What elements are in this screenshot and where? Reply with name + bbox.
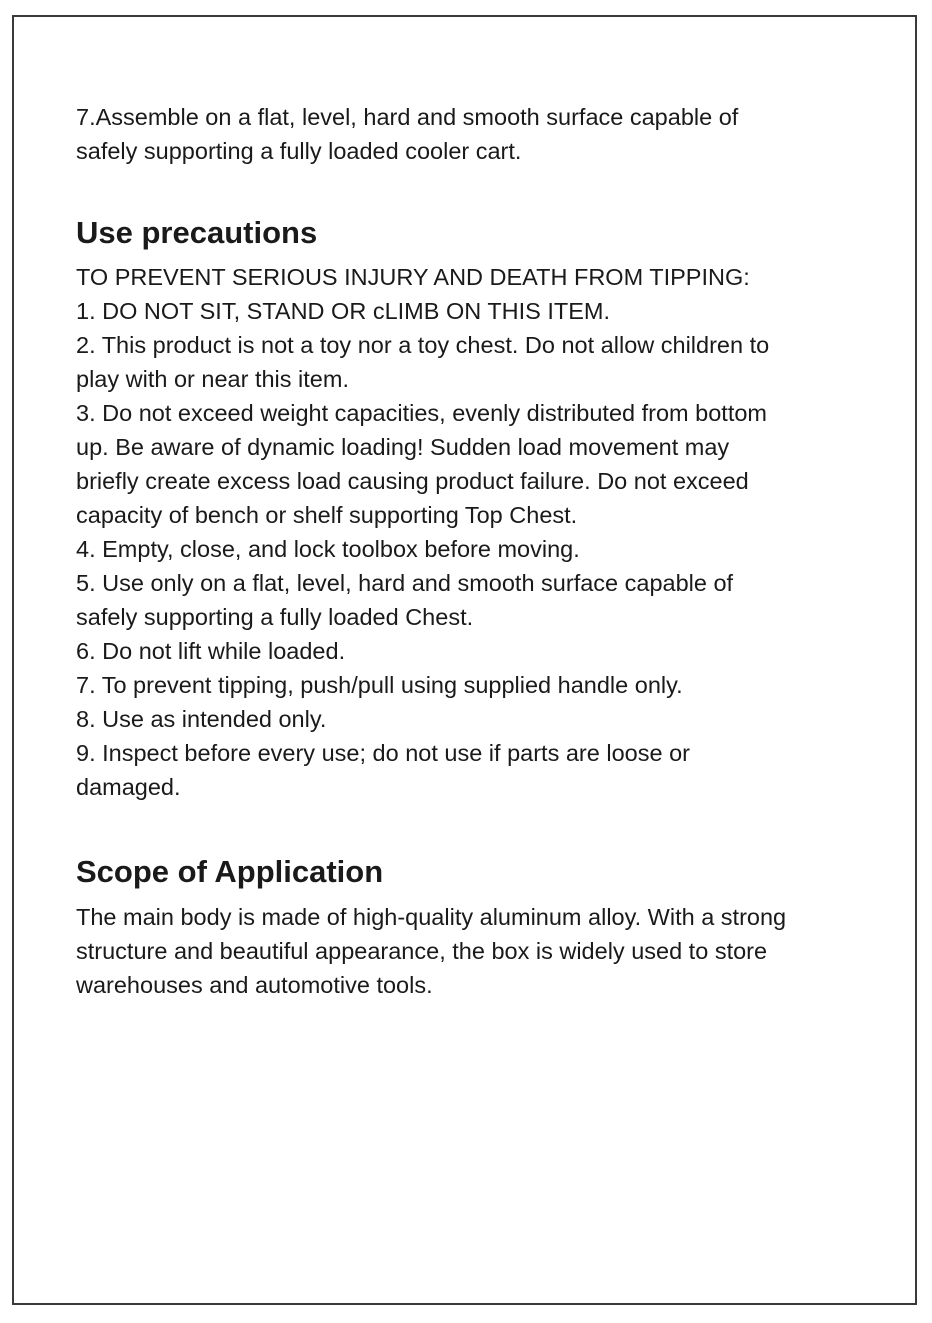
scope-line: The main body is made of high-quality aluminum alloy. With a strong [76, 904, 787, 930]
precaution-line: 8. Use as intended only. [76, 706, 327, 732]
precaution-line: up. Be aware of dynamic loading! Sudden load movement may [76, 434, 730, 460]
precaution-line: 6. Do not lift while loaded. [76, 638, 346, 664]
precaution-line: 7. To prevent tipping, push/pull using supplied handle only. [76, 672, 683, 698]
scope-paragraph [76, 900, 876, 1002]
precaution-line: briefly create excess load causing product failure. Do not exceed [76, 468, 749, 494]
intro-section [76, 100, 876, 168]
precaution-line: play with or near this item. [76, 366, 349, 392]
precaution-line: 4. Empty, close, and lock toolbox before moving. [76, 536, 580, 562]
precaution-line: 2. This product is not a toy nor a toy chest. Do not allow children to [76, 332, 770, 358]
precaution-line: TO PREVENT SERIOUS INJURY AND DEATH FROM TIPPING: [76, 264, 750, 290]
document-content [76, 100, 876, 1002]
use-precautions-heading: Use precautions [76, 215, 318, 250]
intro-line: safely supporting a fully loaded cooler cart. [76, 138, 522, 164]
precaution-line: 1. DO NOT SIT, STAND OR cLIMB ON THIS ITEM. [76, 298, 611, 324]
precaution-line: safely supporting a fully loaded Chest. [76, 604, 474, 630]
scope-heading: Scope of Application [76, 854, 384, 889]
precaution-line: 9. Inspect before every use; do not use if parts are loose or [76, 740, 690, 766]
precaution-line: 3. Do not exceed weight capacities, evenly distributed from bottom [76, 400, 768, 426]
intro-line: 7.Assemble on a flat, level, hard and smooth surface capable of [76, 104, 739, 130]
precaution-line: damaged. [76, 774, 181, 800]
precaution-line: 5. Use only on a flat, level, hard and smooth surface capable of [76, 570, 734, 596]
scope-line: warehouses and automotive tools. [76, 972, 433, 998]
scope-line: structure and beautiful appearance, the box is widely used to store [76, 938, 768, 964]
use-precautions-list [76, 260, 876, 804]
precaution-line: capacity of bench or shelf supporting Top Chest. [76, 502, 578, 528]
